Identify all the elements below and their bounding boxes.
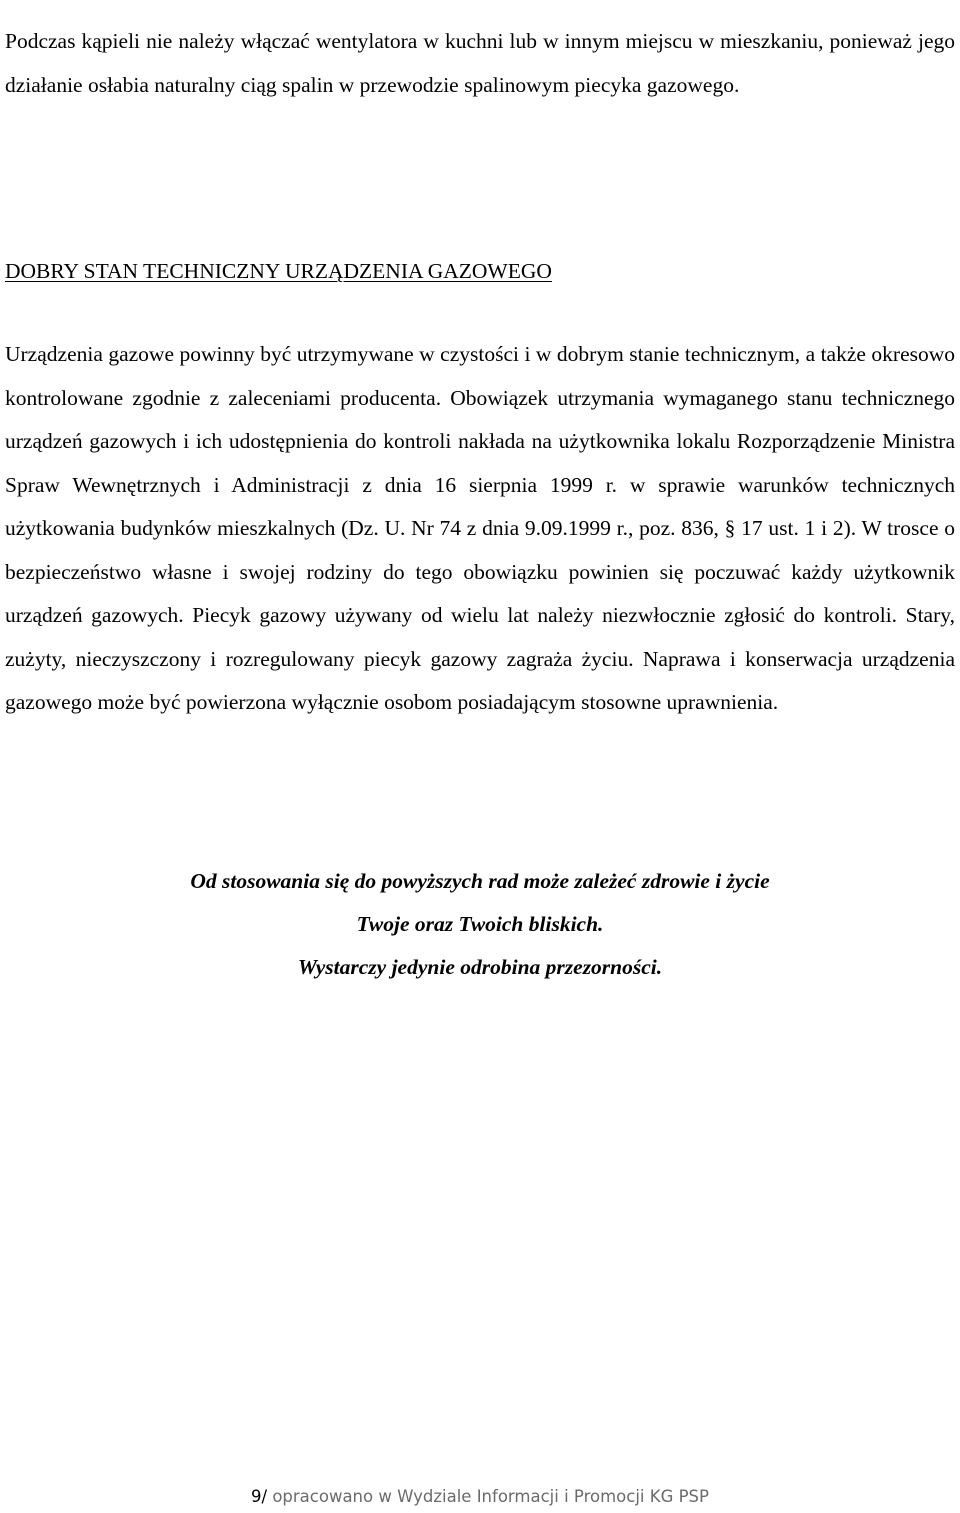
- page-number: 9/: [251, 1487, 268, 1506]
- closing-message: [0, 860, 960, 989]
- footer-label: opracowano w Wydziale Informacji i Promocji KG PSP: [267, 1487, 709, 1506]
- closing-line-3: Wystarczy jedynie odrobina przezorności.: [297, 955, 663, 979]
- section-heading: DOBRY STAN TECHNICZNY URZĄDZENIA GAZOWEGO: [5, 259, 552, 283]
- closing-line-1: Od stosowania się do powyższych rad może zależeć zdrowie i życie: [190, 869, 770, 893]
- closing-line-2: Twoje oraz Twoich bliskich.: [356, 912, 604, 936]
- section-paragraph: Urządzenia gazowe powinny być utrzymywane w czystości i w dobrym stanie technicznym, a także okresowo kontrolowane zgodnie z zaleceniami producenta. Obowiązek utrzymania wymaganego stanu technicznego urządzeń gazowych i ich udostępnienia do kontroli nakłada na użytkownika lokalu Rozporządzenie Ministra Spraw Wewnętrznych i Administracji z dnia 16 sierpnia 1999 r. w sprawie warunków technicznych użytkowania budynków mieszkalnych (Dz. U. Nr 74 z dnia 9.09.1999 r., poz. 836, § 17 ust. 1 i 2). W trosce o bezpieczeństwo własne i swojej rodziny do tego obowiązku powinien się poczuwać każdy użytkownik urządzeń gazowych. Piecyk gazowy używany od wielu lat należy niezwłocznie zgłosić do kontroli. Stary, zużyty, nieczyszczony i rozregulowany piecyk gazowy zagraża życiu. Naprawa i konserwacja urządzenia gazowego może być powierzona wyłącznie osobom posiadającym stosowne uprawnienia.: [5, 342, 955, 714]
- page-footer: [0, 1486, 960, 1508]
- intro-paragraph: Podczas kąpieli nie należy włączać wentylatora w kuchni lub w innym miejscu w mieszkaniu, ponieważ jego działanie osłabia naturalny ciąg spalin w przewodzie spalinowym piecyka gazowego.: [5, 29, 955, 97]
